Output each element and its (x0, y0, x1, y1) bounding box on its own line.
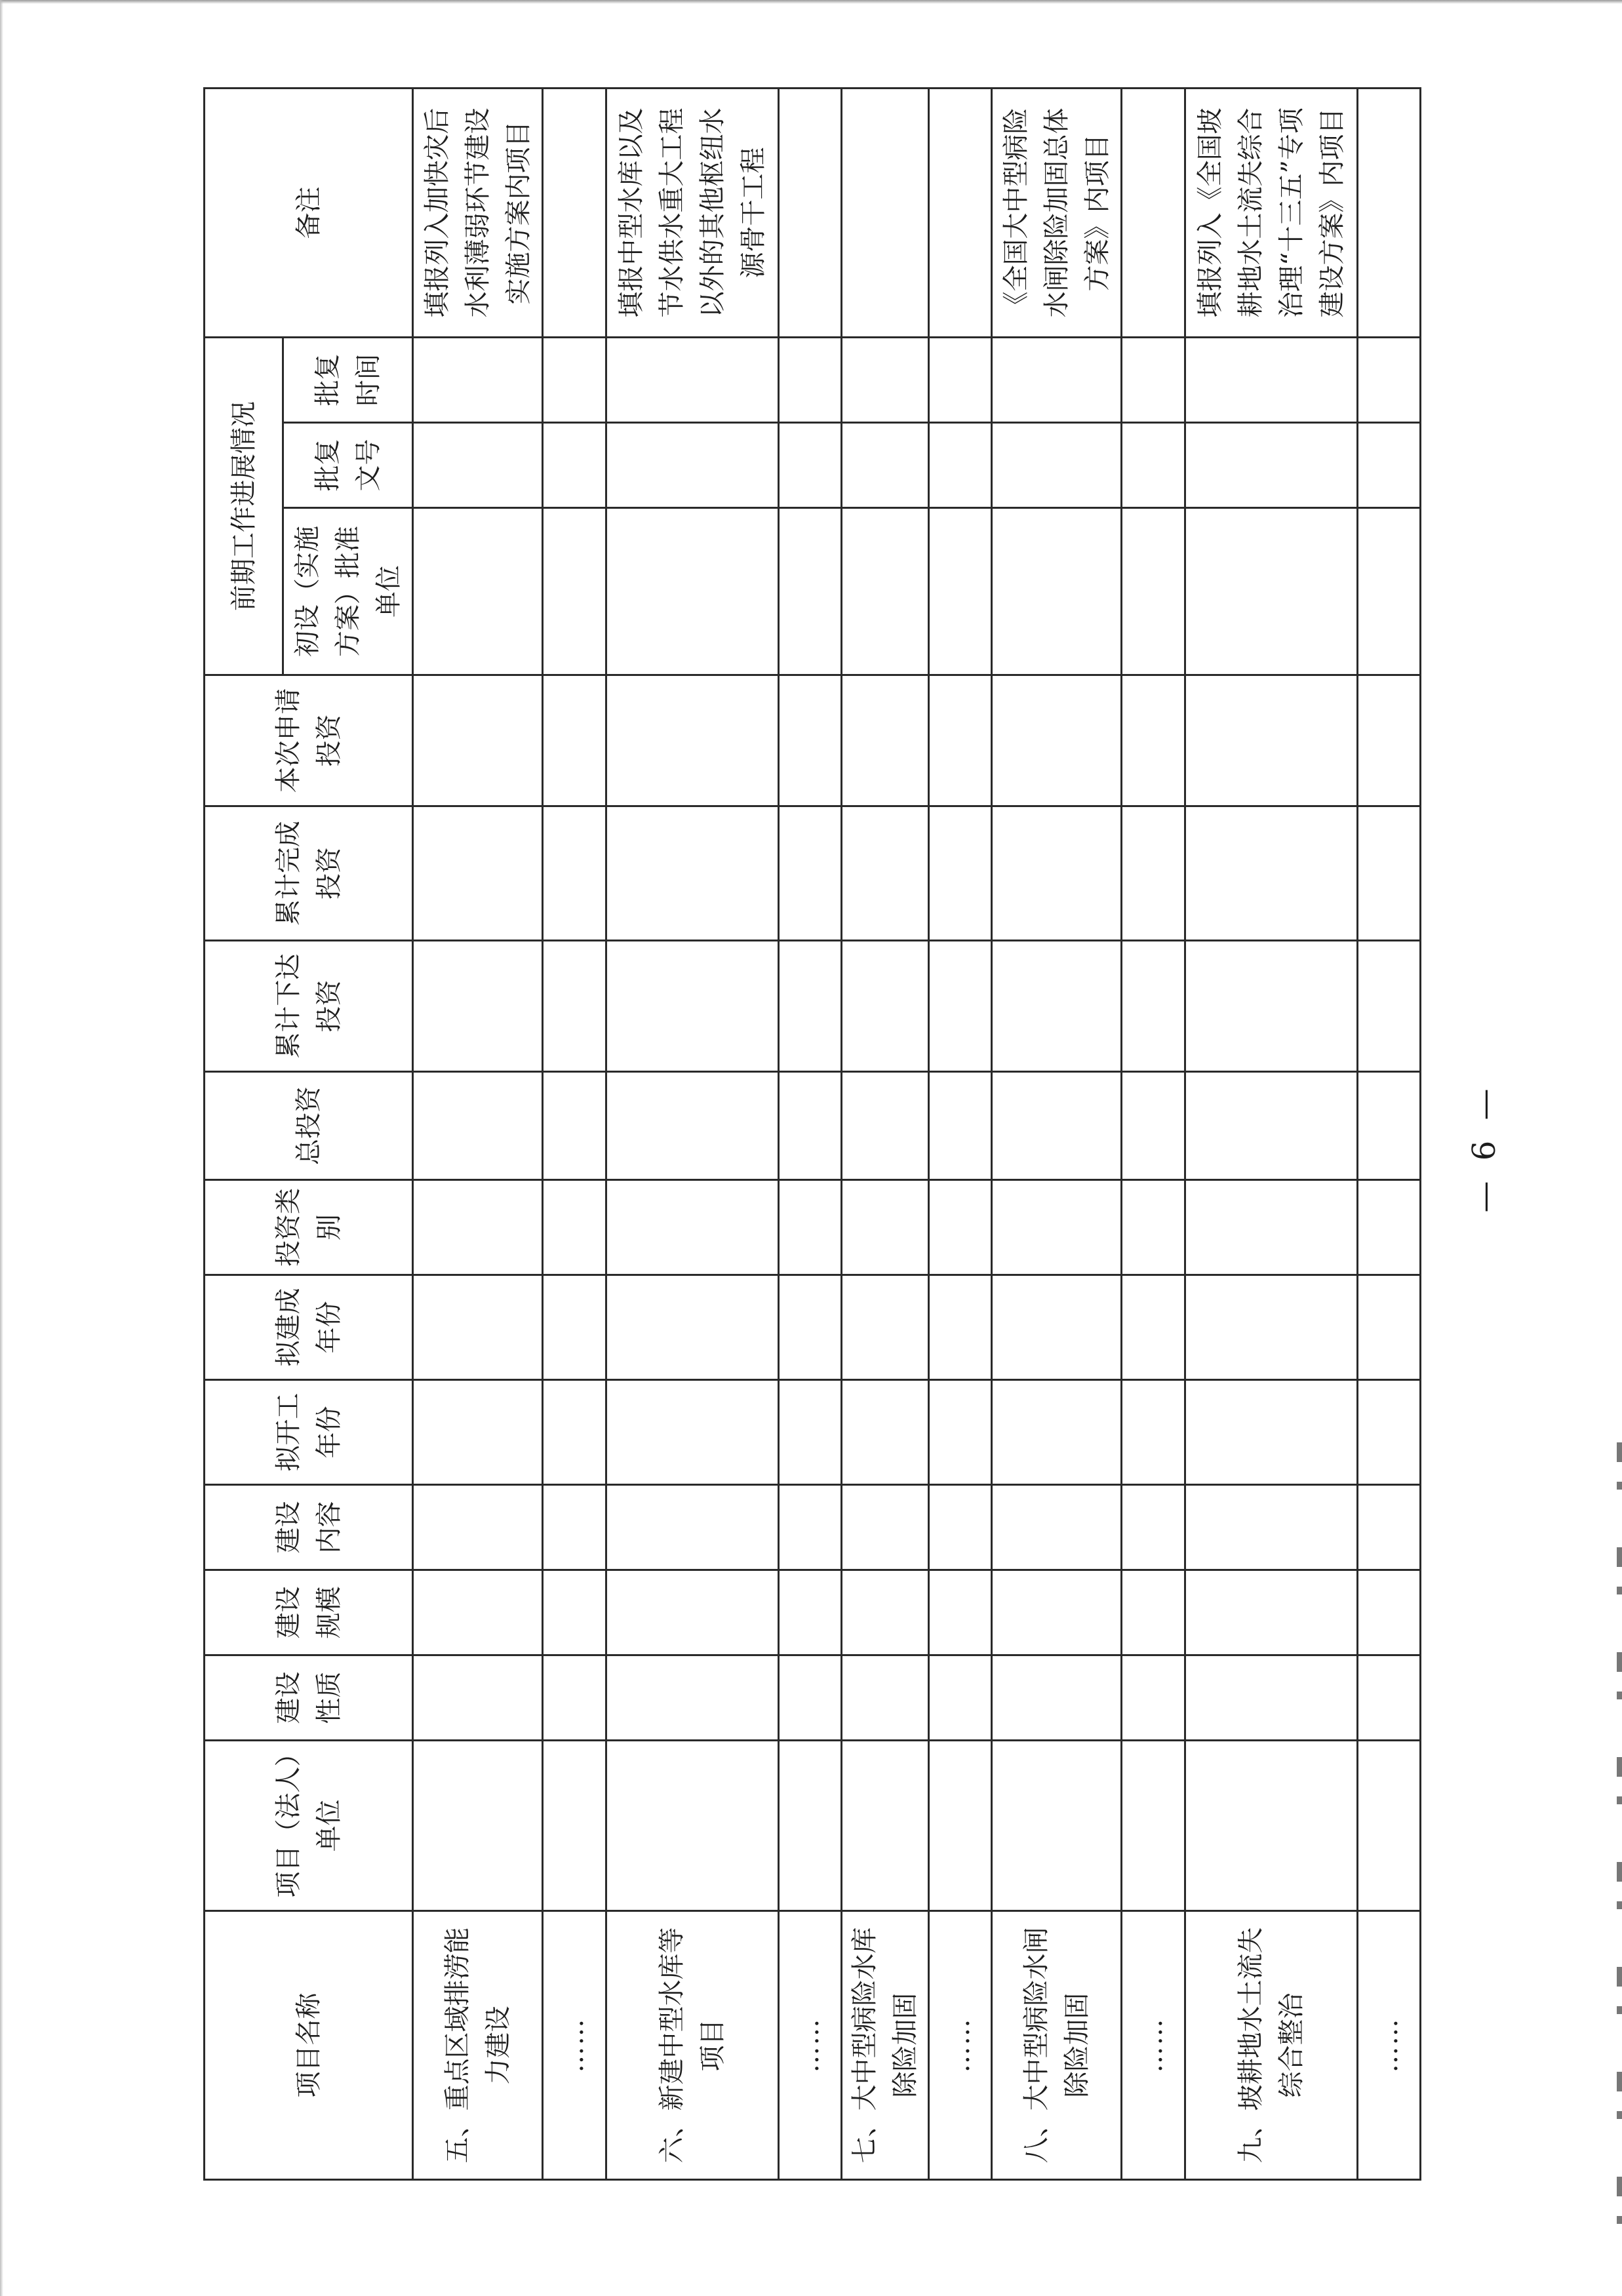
empty-cell (413, 508, 543, 675)
empty-cell (778, 1655, 841, 1741)
empty-cell (1357, 508, 1420, 675)
header-approval-unit: 初设（实施方案）批准单位 (283, 508, 413, 675)
header-legal-unit: 项目（法人）单位 (205, 1741, 413, 1911)
remark-cell: 填报中型水库以及节水供水重大工程以外的其他枢纽水源骨干工程 (606, 88, 778, 337)
empty-cell (1357, 1380, 1420, 1485)
project-name-cell: 五、重点区域排涝能力建设 (413, 1911, 543, 2180)
header-approval-time: 批复时间 (283, 337, 413, 422)
empty-cell (929, 941, 992, 1072)
project-name-cell: …… (1122, 1911, 1185, 2180)
empty-cell (929, 1655, 992, 1741)
table-row (929, 88, 992, 2179)
remark-cell: 《全国大中型病险水闸除险加固总体方案》内项目 (992, 88, 1122, 337)
empty-cell (841, 1485, 928, 1570)
empty-cell (606, 423, 778, 508)
empty-cell (1185, 1741, 1357, 1911)
empty-cell (1357, 941, 1420, 1072)
empty-cell (929, 675, 992, 806)
empty-cell (778, 806, 841, 941)
remark-cell (543, 88, 606, 337)
empty-cell (992, 1655, 1122, 1741)
empty-cell (841, 675, 928, 806)
empty-cell (1185, 1275, 1357, 1380)
empty-cell (992, 1380, 1122, 1485)
empty-cell (413, 423, 543, 508)
empty-cell (543, 1380, 606, 1485)
empty-cell (778, 1180, 841, 1275)
header-cumulative-completed: 累计完成投资 (205, 806, 413, 941)
empty-cell (543, 1741, 606, 1911)
table-row (1185, 88, 1357, 2179)
empty-cell (1357, 1570, 1420, 1655)
empty-cell (543, 675, 606, 806)
project-form-table (203, 87, 1421, 2181)
empty-cell (778, 1380, 841, 1485)
empty-cell (1185, 1655, 1357, 1741)
empty-cell (778, 337, 841, 422)
empty-cell (841, 806, 928, 941)
remark-cell (1357, 88, 1420, 337)
header-construction-content: 建设内容 (205, 1485, 413, 1570)
empty-cell (413, 1485, 543, 1570)
project-name-cell: 七、大中型病险水库除险加固 (841, 1911, 928, 2180)
empty-cell (606, 508, 778, 675)
empty-cell (1122, 508, 1185, 675)
header-cumulative-allocated: 累计下达投资 (205, 941, 413, 1072)
empty-cell (778, 508, 841, 675)
empty-cell (606, 337, 778, 422)
empty-cell (992, 941, 1122, 1072)
empty-cell (1122, 423, 1185, 508)
project-name-cell: 八、大中型病险水闸除险加固 (992, 1911, 1122, 2180)
empty-cell (841, 423, 928, 508)
empty-cell (929, 1180, 992, 1275)
empty-cell (606, 806, 778, 941)
empty-cell (841, 1275, 928, 1380)
empty-cell (1185, 1180, 1357, 1275)
empty-cell (1357, 423, 1420, 508)
header-planned-completion-year: 拟建成年份 (205, 1275, 413, 1380)
empty-cell (929, 1380, 992, 1485)
empty-cell (543, 337, 606, 422)
empty-cell (606, 1485, 778, 1570)
empty-cell (929, 806, 992, 941)
empty-cell (543, 941, 606, 1072)
empty-cell (606, 1072, 778, 1180)
empty-cell (841, 1072, 928, 1180)
table-row (1357, 88, 1420, 2179)
empty-cell (413, 1741, 543, 1911)
header-approval-doc-no: 批复文号 (283, 423, 413, 508)
empty-cell (1357, 1655, 1420, 1741)
empty-cell (992, 1072, 1122, 1180)
empty-cell (606, 1380, 778, 1485)
empty-cell (929, 1485, 992, 1570)
empty-cell (543, 1180, 606, 1275)
empty-cell (1185, 1072, 1357, 1180)
empty-cell (841, 1655, 928, 1741)
table-row (1122, 88, 1185, 2179)
project-name-cell: …… (929, 1911, 992, 2180)
header-investment-category: 投资类别 (205, 1180, 413, 1275)
empty-cell (413, 1180, 543, 1275)
empty-cell (1185, 508, 1357, 675)
empty-cell (1122, 1072, 1185, 1180)
empty-cell (413, 337, 543, 422)
empty-cell (606, 675, 778, 806)
empty-cell (413, 941, 543, 1072)
empty-cell (543, 423, 606, 508)
empty-cell (1122, 1655, 1185, 1741)
empty-cell (543, 1072, 606, 1180)
empty-cell (1122, 806, 1185, 941)
empty-cell (992, 675, 1122, 806)
header-construction-nature: 建设性质 (205, 1655, 413, 1741)
empty-cell (1357, 1741, 1420, 1911)
empty-cell (778, 941, 841, 1072)
empty-cell (778, 1570, 841, 1655)
empty-cell (929, 1072, 992, 1180)
remark-cell (841, 88, 928, 337)
empty-cell (992, 508, 1122, 675)
empty-cell (543, 1570, 606, 1655)
empty-cell (778, 1741, 841, 1911)
empty-cell (929, 1741, 992, 1911)
empty-cell (841, 1380, 928, 1485)
empty-cell (413, 1072, 543, 1180)
empty-cell (992, 423, 1122, 508)
empty-cell (841, 1180, 928, 1275)
project-name-cell: …… (778, 1911, 841, 2180)
empty-cell (606, 941, 778, 1072)
project-name-cell: …… (543, 1911, 606, 2180)
empty-cell (992, 806, 1122, 941)
table-row (778, 88, 841, 2179)
remark-cell: 填报列入加快灾后水利薄弱环节建设实施方案内项目 (413, 88, 543, 337)
table-row (841, 88, 928, 2179)
empty-cell (1122, 1180, 1185, 1275)
empty-cell (1357, 337, 1420, 422)
empty-cell (1357, 1485, 1420, 1570)
empty-cell (1122, 675, 1185, 806)
empty-cell (1357, 1072, 1420, 1180)
empty-cell (1185, 806, 1357, 941)
table-row (992, 88, 1122, 2179)
empty-cell (543, 1655, 606, 1741)
empty-cell (841, 337, 928, 422)
empty-cell (1357, 1275, 1420, 1380)
empty-cell (543, 806, 606, 941)
empty-cell (606, 1741, 778, 1911)
empty-cell (992, 1275, 1122, 1380)
project-name-cell: 六、新建中型水库等项目 (606, 1911, 778, 2180)
header-remarks: 备注 (205, 88, 413, 337)
table-row (606, 88, 778, 2179)
empty-cell (778, 1072, 841, 1180)
header-construction-scale: 建设规模 (205, 1570, 413, 1655)
empty-cell (1185, 337, 1357, 422)
empty-cell (841, 1741, 928, 1911)
header-preliminary-work: 前期工作进展情况 (205, 337, 283, 675)
empty-cell (413, 675, 543, 806)
empty-cell (413, 1570, 543, 1655)
empty-cell (929, 508, 992, 675)
header-planned-start-year: 拟开工年份 (205, 1380, 413, 1485)
empty-cell (778, 1485, 841, 1570)
empty-cell (1185, 1570, 1357, 1655)
empty-cell (1185, 941, 1357, 1072)
empty-cell (1357, 675, 1420, 806)
empty-cell (543, 1275, 606, 1380)
remark-cell (929, 88, 992, 337)
empty-cell (929, 1570, 992, 1655)
empty-cell (992, 1180, 1122, 1275)
empty-cell (992, 1741, 1122, 1911)
empty-cell (543, 508, 606, 675)
remark-cell (1122, 88, 1185, 337)
empty-cell (413, 1380, 543, 1485)
empty-cell (1357, 1180, 1420, 1275)
empty-cell (1122, 1485, 1185, 1570)
empty-cell (992, 1570, 1122, 1655)
header-current-application: 本次申请投资 (205, 675, 413, 806)
empty-cell (929, 423, 992, 508)
empty-cell (1122, 941, 1185, 1072)
empty-cell (1122, 1570, 1185, 1655)
header-total-investment: 总投资 (205, 1072, 413, 1180)
empty-cell (1122, 337, 1185, 422)
empty-cell (543, 1485, 606, 1570)
empty-cell (1122, 1275, 1185, 1380)
empty-cell (606, 1180, 778, 1275)
empty-cell (841, 1570, 928, 1655)
empty-cell (841, 508, 928, 675)
empty-cell (778, 675, 841, 806)
empty-cell (606, 1655, 778, 1741)
page-number: — 6 — (1466, 1083, 1503, 1213)
project-name-cell: …… (1357, 1911, 1420, 2180)
empty-cell (1122, 1741, 1185, 1911)
empty-cell (413, 806, 543, 941)
empty-cell (606, 1275, 778, 1380)
empty-cell (992, 1485, 1122, 1570)
empty-cell (778, 423, 841, 508)
empty-cell (1122, 1380, 1185, 1485)
remark-cell: 填报列入《全国坡耕地水土流失综合治理“十三五”专项建设方案》内项目 (1185, 88, 1357, 337)
empty-cell (606, 1570, 778, 1655)
empty-cell (413, 1275, 543, 1380)
empty-cell (778, 1275, 841, 1380)
remark-cell (778, 88, 841, 337)
empty-cell (1185, 1485, 1357, 1570)
empty-cell (929, 1275, 992, 1380)
empty-cell (1185, 1380, 1357, 1485)
empty-cell (992, 337, 1122, 422)
empty-cell (1185, 423, 1357, 508)
empty-cell (413, 1655, 543, 1741)
empty-cell (1185, 675, 1357, 806)
project-name-cell: 九、坡耕地水土流失综合整治 (1185, 1911, 1357, 2180)
table-row (543, 88, 606, 2179)
empty-cell (841, 941, 928, 1072)
empty-cell (929, 337, 992, 422)
header-project-name: 项目名称 (205, 1911, 413, 2180)
empty-cell (1357, 806, 1420, 941)
table-row (413, 88, 543, 2179)
